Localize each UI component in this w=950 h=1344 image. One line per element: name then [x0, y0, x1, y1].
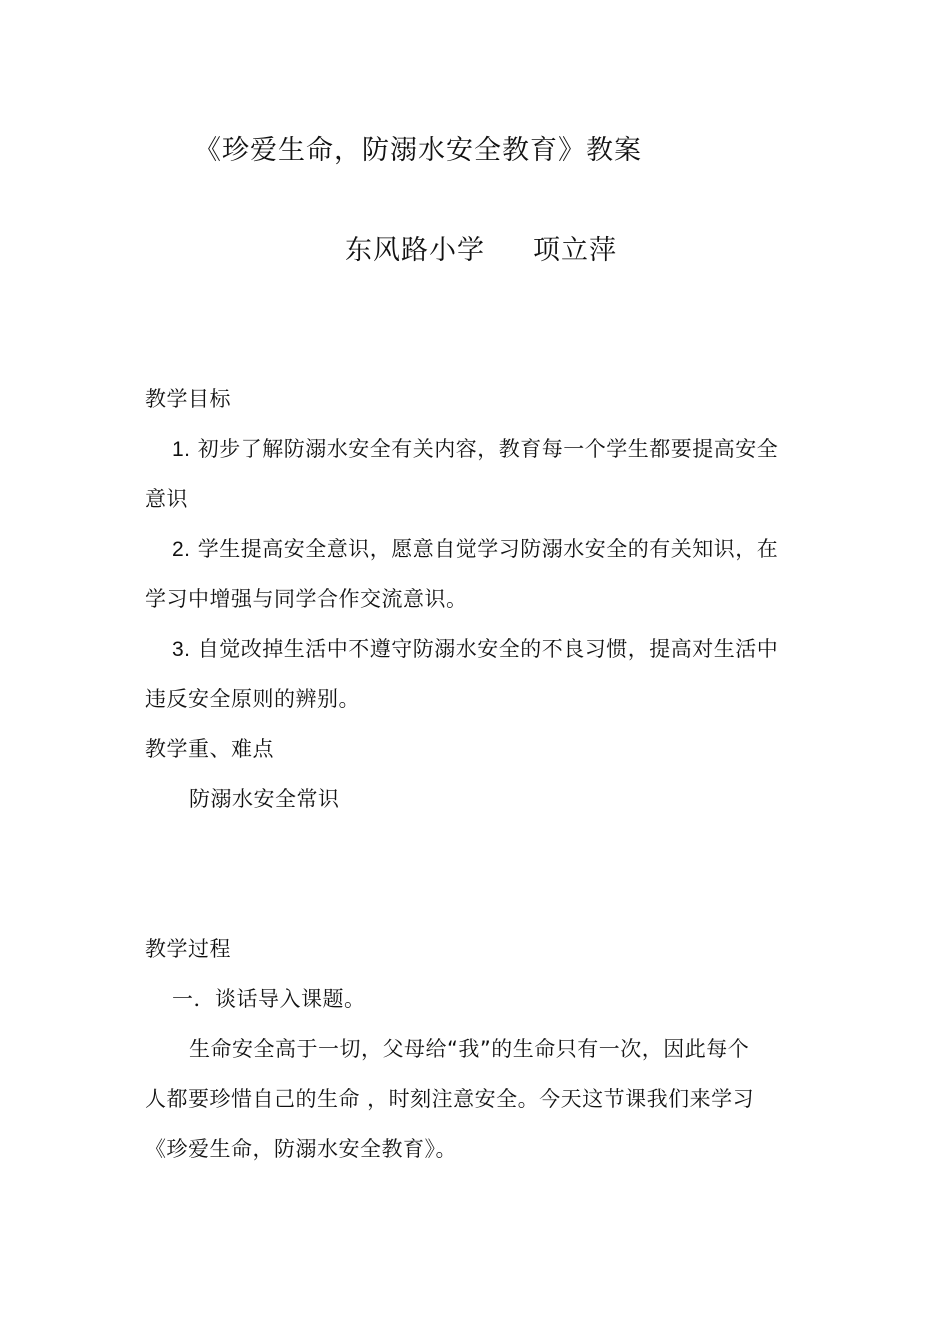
- step-1-line-1: 生命安全高于一切，父母给“我”的生命只有一次，因此每个: [189, 1037, 750, 1061]
- step-1-line-3: 《珍爱生命，防溺水安全教育》。: [145, 1137, 457, 1161]
- goal-2-number: 2.: [172, 538, 191, 561]
- goal-1-line-2: 意识: [145, 487, 188, 511]
- goal-3-line-1: [172, 634, 778, 665]
- goal-1-line-1: [172, 434, 778, 465]
- goal-2-line-1: [172, 534, 778, 565]
- goal-3-text: 自觉改掉生活中不遵守防溺水安全的不良习惯，提高对生活中: [197, 637, 779, 661]
- goal-2-text: 学生提高安全意识，愿意自觉学习防溺水安全的有关知识，在: [197, 537, 779, 561]
- step-1-heading: 一．谈话导入课题。: [172, 987, 366, 1011]
- goal-1-number: 1.: [172, 438, 191, 461]
- author-name: 项立萍: [533, 235, 617, 266]
- document-title: 《珍爱生命，防溺水安全教育》教案: [194, 135, 642, 166]
- goal-3-line-2: 违反安全原则的辨别。: [145, 687, 360, 711]
- keypoints-heading: 教学重、难点: [145, 737, 274, 761]
- keypoints-text: 防溺水安全常识: [189, 787, 340, 811]
- goal-1-text: 初步了解防溺水安全有关内容，教育每一个学生都要提高安全: [197, 437, 779, 461]
- goals-heading: 教学目标: [145, 387, 231, 411]
- goal-2-line-2: 学习中增强与同学合作交流意识。: [145, 587, 468, 611]
- process-heading: 教学过程: [145, 937, 231, 961]
- step-1-line-2: 人都要珍惜自己的生命 ，时刻注意安全。今天这节课我们来学习: [145, 1087, 755, 1111]
- author-school: 东风路小学: [345, 235, 485, 266]
- goal-3-number: 3.: [172, 638, 191, 661]
